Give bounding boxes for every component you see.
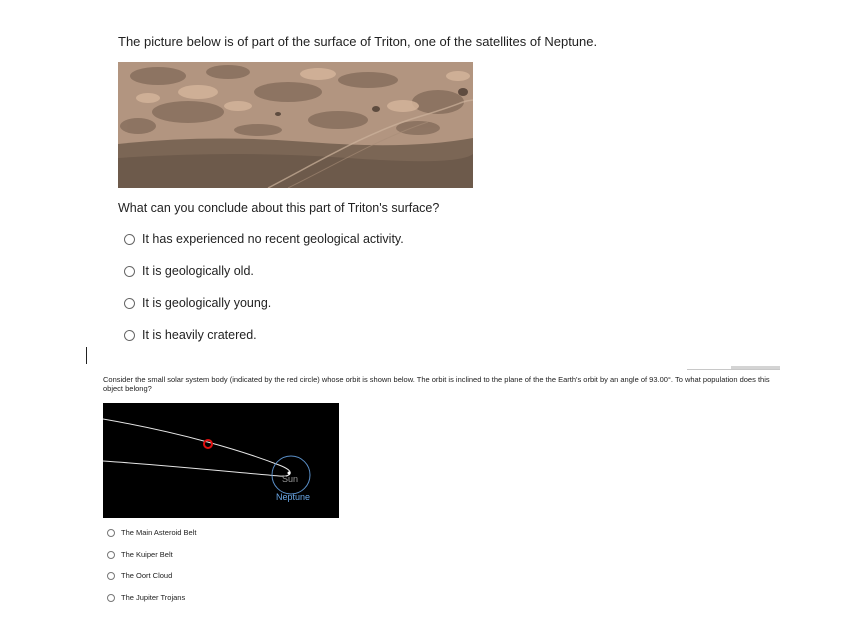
question-1-prompt: The picture below is of part of the surface of Triton, one of the satellites of Neptune. [118, 34, 598, 49]
option-label: The Oort Cloud [121, 571, 173, 580]
sun-label: Sun [282, 474, 299, 484]
q2-option[interactable] [107, 571, 172, 580]
orbit-diagram [103, 403, 339, 518]
option-label: It is heavily cratered. [142, 328, 257, 342]
q2-option[interactable] [107, 550, 173, 559]
triton-surface-image [118, 62, 473, 188]
option-label: It is geologically young. [142, 296, 272, 310]
option-label: The Jupiter Trojans [121, 593, 186, 602]
option-label: It has experienced no recent geological activity. [142, 232, 404, 246]
radio-button[interactable] [124, 266, 135, 277]
radio-button[interactable] [107, 551, 115, 559]
radio-button[interactable] [124, 330, 135, 341]
q1-option[interactable] [124, 264, 254, 278]
q1-option[interactable] [124, 296, 271, 310]
radio-button[interactable] [107, 529, 115, 537]
question-1-text: What can you conclude about this part of Triton's surface? [118, 201, 440, 215]
q2-option[interactable] [107, 593, 185, 602]
neptune-label: Neptune [276, 492, 311, 502]
q1-option[interactable] [124, 232, 404, 246]
radio-button[interactable] [124, 234, 135, 245]
option-label: It is geologically old. [142, 264, 254, 278]
q1-option[interactable] [124, 328, 257, 342]
radio-button[interactable] [124, 298, 135, 309]
question-2-prompt: Consider the small solar system body (indicated by the red circle) whose orbit is shown below. The orbit is inclined to the plane of the the Earth's orbit by an angle of 93.00°. To what population does this object belong? [103, 375, 770, 393]
divider [687, 369, 780, 370]
option-label: The Main Asteroid Belt [121, 528, 197, 537]
radio-button[interactable] [107, 572, 115, 580]
q2-option[interactable] [107, 528, 196, 537]
option-label: The Kuiper Belt [121, 550, 173, 559]
scrollbar-thumb[interactable] [731, 366, 780, 369]
radio-button[interactable] [107, 594, 115, 602]
text-cursor [86, 347, 87, 364]
